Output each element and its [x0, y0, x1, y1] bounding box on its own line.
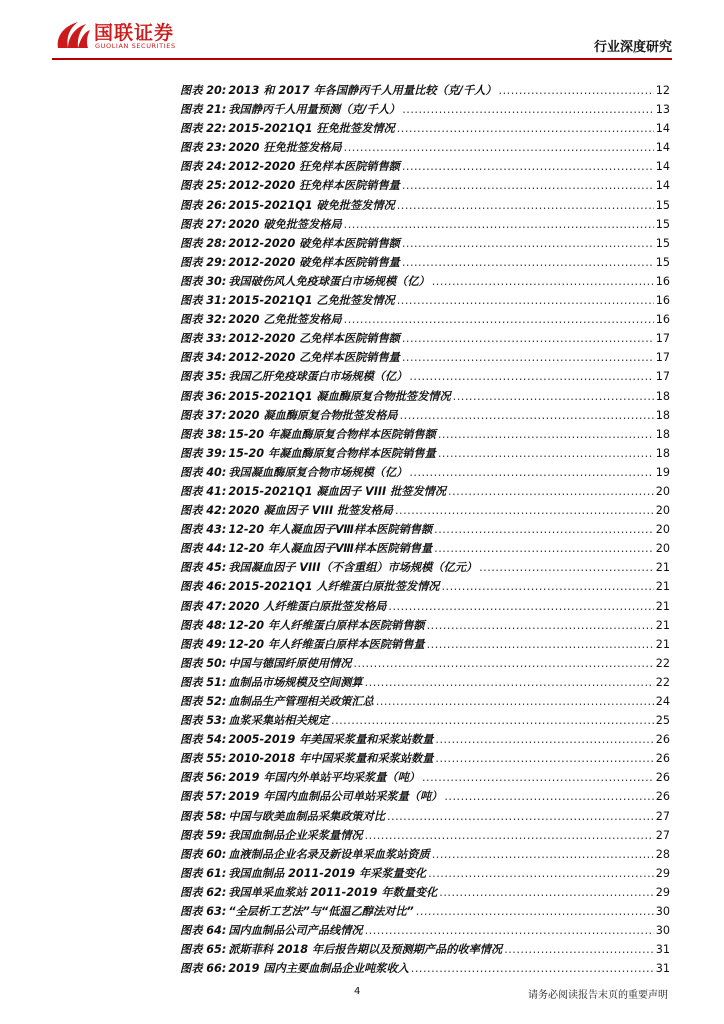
toc-page-number: 30 [655, 924, 670, 938]
toc-page-number: 14 [655, 141, 670, 155]
toc-figure-label: 图表 43: [180, 523, 227, 537]
toc-figure-label: 图表 47: [180, 599, 227, 613]
toc-figure-title: 我国破伤风人免疫球蛋白市场规模（亿） [228, 274, 430, 288]
toc-figure-title: 2012-2020 狂免样本医院销售额 [228, 160, 400, 174]
toc-figure-label: 图表 26: [180, 198, 227, 212]
toc-page-number: 22 [655, 656, 670, 670]
toc-page-number: 20 [655, 504, 670, 518]
toc-entry[interactable] [180, 349, 670, 368]
toc-page-number: 15 [655, 217, 670, 231]
toc-dot-leader [427, 619, 654, 632]
toc-figure-title: 2015-2021Q1 凝血因子 VIII 批签发情况 [228, 484, 447, 498]
toc-entry[interactable] [180, 941, 670, 960]
toc-page-number: 26 [655, 790, 670, 804]
toc-figure-title: 2005-2019 年美国采浆量和采浆站数量 [228, 733, 434, 747]
toc-entry[interactable] [180, 426, 670, 445]
toc-page-number: 26 [655, 733, 670, 747]
toc-entry[interactable] [180, 502, 670, 521]
toc-figure-title: 国内血制品公司产品线情况 [228, 924, 363, 938]
toc-entry[interactable] [180, 388, 670, 407]
toc-page-number: 14 [655, 122, 670, 136]
toc-page-number: 15 [655, 255, 670, 269]
toc-figure-label: 图表 44: [180, 542, 227, 556]
toc-dot-leader [353, 657, 653, 670]
toc-entry[interactable] [180, 827, 670, 846]
toc-figure-label: 图表 21: [180, 103, 227, 117]
toc-dot-leader [397, 199, 654, 212]
toc-page-number: 17 [655, 332, 670, 346]
toc-figure-title: 12-20 年人凝血因子Ⅷ样本医院销售额 [228, 523, 433, 537]
toc-dot-leader [441, 580, 653, 593]
report-type-label: 行业深度研究 [593, 40, 672, 55]
toc-figure-title: 2015-2021Q1 破免批签发情况 [228, 198, 395, 212]
toc-entry[interactable] [180, 158, 670, 177]
toc-page-number: 30 [655, 905, 670, 919]
toc-page-number: 17 [655, 351, 670, 365]
toc-figure-title: 2012-2020 狂免样本医院销售量 [228, 179, 400, 193]
toc-dot-leader [344, 218, 654, 231]
toc-figure-label: 图表 20: [180, 84, 227, 97]
toc-figure-label: 图表 53: [180, 714, 227, 728]
toc-figure-title: 2019 年国内血制品公司单站采浆量（吨） [228, 790, 443, 804]
toc-entry[interactable] [180, 960, 670, 979]
toc-page-number: 16 [655, 313, 670, 327]
toc-page-number: 12 [655, 84, 670, 97]
page-header [0, 0, 724, 60]
toc-figure-label: 图表 64: [180, 924, 227, 938]
toc-entry[interactable] [180, 407, 670, 426]
toc-figure-label: 图表 49: [180, 637, 227, 651]
toc-figure-label: 图表 56: [180, 771, 227, 785]
toc-entry[interactable] [180, 197, 670, 216]
toc-dot-leader [365, 829, 654, 842]
toc-page-number: 21 [655, 618, 670, 632]
toc-figure-label: 图表 66: [180, 962, 227, 976]
toc-page-number: 29 [655, 885, 670, 899]
toc-figure-label: 图表 23: [180, 141, 227, 155]
toc-figure-label: 图表 45: [180, 561, 227, 575]
toc-page-number: 16 [655, 274, 670, 288]
toc-figure-label: 图表 61: [180, 866, 227, 880]
toc-entry[interactable] [180, 674, 670, 693]
toc-entry[interactable] [180, 846, 670, 865]
toc-dot-leader [409, 370, 653, 383]
toc-figure-title: 中国与德国纤原使用情况 [228, 656, 352, 670]
toc-dot-leader [422, 771, 654, 784]
toc-page-number: 31 [655, 962, 670, 976]
toc-entry[interactable] [180, 636, 670, 655]
toc-figure-label: 图表 48: [180, 618, 227, 632]
toc-figure-title: 15-20 年凝血酶原复合物样本医院销售量 [228, 446, 436, 460]
toc-dot-leader [448, 485, 654, 498]
toc-dot-leader [402, 160, 654, 173]
toc-figure-label: 图表 52: [180, 695, 227, 708]
toc-figure-label: 图表 51: [180, 675, 227, 689]
toc-entry[interactable] [180, 311, 670, 330]
toc-figure-title: 我国乙肝免疫球蛋白市场规模（亿） [228, 370, 408, 384]
toc-entry[interactable] [180, 884, 670, 903]
toc-figure-label: 图表 35: [180, 370, 227, 384]
toc-figure-title: 2015-2021Q1 狂免批签发情况 [228, 122, 395, 136]
toc-figure-title: 血制品生产管理相关政策汇总 [228, 695, 374, 708]
toc-figure-label: 图表 41: [180, 484, 227, 498]
logo-name-en: GUOLIAN SECURITIES [95, 42, 176, 50]
toc-page-number: 28 [655, 847, 670, 861]
toc-page-number: 18 [655, 389, 670, 403]
toc-page-number: 16 [655, 294, 670, 308]
toc-figure-title: 2010-2018 年中国采浆量和采浆站数量 [228, 752, 434, 766]
toc-figure-title: 我国凝血因子 VIII（不含重组）市场规模（亿元） [228, 561, 478, 575]
toc-figure-label: 图表 24: [180, 160, 227, 174]
toc-figure-title: 2012-2020 乙免样本医院销售额 [228, 332, 400, 346]
toc-figure-title: 我国静丙千人用量预测（克/千人） [228, 103, 401, 117]
toc-dot-leader [395, 504, 654, 517]
toc-figure-title: 血液制品企业名录及新设单采血浆站资质 [228, 847, 430, 861]
toc-page-number: 15 [655, 236, 670, 250]
toc-page-number: 18 [655, 446, 670, 460]
toc-entry[interactable] [180, 330, 670, 349]
toc-entry[interactable] [180, 101, 670, 120]
toc-dot-leader [434, 542, 654, 555]
toc-entry[interactable] [180, 865, 670, 884]
toc-dot-leader [432, 275, 654, 288]
toc-dot-leader [387, 810, 654, 823]
toc-figure-label: 图表 25: [180, 179, 227, 193]
toc-figure-title: 2020 狂免批签发格局 [228, 141, 342, 155]
toc-page-number: 21 [655, 580, 670, 594]
toc-page-number: 20 [655, 523, 670, 537]
toc-entry[interactable] [180, 445, 670, 464]
toc-figure-title: 血制品市场规模及空间测算 [228, 675, 363, 689]
toc-figure-label: 图表 39: [180, 446, 227, 460]
toc-entry[interactable] [180, 769, 670, 788]
toc-figure-label: 图表 65: [180, 943, 227, 957]
toc-figure-label: 图表 36: [180, 389, 227, 403]
toc-figure-title: 2015-2021Q1 凝血酶原复合物批签发情况 [228, 389, 451, 403]
toc-page-number: 22 [655, 675, 670, 689]
toc-dot-leader [376, 695, 654, 708]
header-divider [52, 58, 672, 60]
toc-entry[interactable] [180, 922, 670, 941]
toc-entry[interactable] [180, 216, 670, 235]
toc-dot-leader [397, 294, 654, 307]
toc-entry[interactable] [180, 808, 670, 827]
toc-figure-label: 图表 50: [180, 656, 227, 670]
toc-figure-label: 图表 63: [180, 905, 227, 919]
toc-dot-leader [402, 103, 654, 116]
toc-dot-leader [331, 714, 654, 727]
toc-figure-label: 图表 40: [180, 465, 227, 479]
toc-figure-title: 2013 和 2017 年各国静丙千人用量比较（克/千人） [228, 84, 497, 97]
toc-figure-title: 12-20 年人纤维蛋白原样本医院销售额 [228, 618, 425, 632]
toc-entry[interactable] [180, 617, 670, 636]
toc-figure-title: 2019 年国内外单站平均采浆量（吨） [228, 771, 420, 785]
toc-figure-label: 图表 42: [180, 504, 227, 518]
toc-page-number: 18 [655, 427, 670, 441]
toc-figure-label: 图表 31: [180, 294, 227, 308]
toc-page-number: 21 [655, 561, 670, 575]
toc-page-number: 18 [655, 408, 670, 422]
toc-page-number: 31 [655, 943, 670, 957]
toc-page-number: 20 [655, 542, 670, 556]
logo-name-cn: 国联证券 [94, 22, 175, 44]
toc-figure-label: 图表 27: [180, 217, 227, 231]
toc-figure-label: 图表 60: [180, 847, 227, 861]
toc-figure-title: 2020 乙免批签发格局 [228, 313, 342, 327]
toc-figure-title: 我国单采血浆站 2011-2019 年数量变化 [228, 885, 438, 899]
toc-figure-title: 2012-2020 破免样本医院销售量 [228, 255, 400, 269]
toc-dot-leader [402, 179, 654, 192]
toc-dot-leader [444, 790, 653, 803]
toc-figure-label: 图表 33: [180, 332, 227, 346]
toc-page-number: 27 [655, 809, 670, 823]
toc-figure-title: 2012-2020 破免样本医院销售额 [228, 236, 400, 250]
toc-entry[interactable] [180, 82, 670, 101]
toc-dot-leader [365, 676, 654, 689]
footer-disclaimer: 请务必阅读报告末页的重要声明 [528, 990, 668, 1001]
toc-page-number: 20 [655, 484, 670, 498]
toc-dot-leader [439, 886, 653, 899]
toc-page-number: 26 [655, 752, 670, 766]
toc-dot-leader [428, 867, 654, 880]
toc-entry[interactable] [180, 464, 670, 483]
toc-dot-leader [402, 256, 654, 269]
toc-entry[interactable] [180, 540, 670, 559]
toc-page-number: 26 [655, 771, 670, 785]
toc-page-number: 24 [655, 695, 670, 708]
toc-entry[interactable] [180, 521, 670, 540]
toc-dot-leader [434, 523, 654, 536]
toc-page-number: 21 [655, 599, 670, 613]
toc-figure-label: 图表 32: [180, 313, 227, 327]
toc-figure-title: 2020 人纤维蛋白原批签发格局 [228, 599, 387, 613]
toc-figure-title: 我国血制品 2011-2019 年采浆量变化 [228, 866, 427, 880]
toc-entry[interactable] [180, 273, 670, 292]
toc-page-number: 13 [655, 103, 670, 117]
toc-entry[interactable] [180, 368, 670, 387]
toc-figure-title: 中国与欧美血制品采集政策对比 [228, 809, 385, 823]
toc-figure-label: 图表 22: [180, 122, 227, 136]
toc-entry[interactable] [180, 655, 670, 674]
toc-figure-label: 图表 46: [180, 580, 227, 594]
toc-figure-title: 我国血制品企业采浆量情况 [228, 828, 363, 842]
toc-page-number: 27 [655, 828, 670, 842]
toc-figure-label: 图表 62: [180, 885, 227, 899]
toc-figure-label: 图表 37: [180, 408, 227, 422]
toc-dot-leader [402, 351, 654, 364]
toc-figure-label: 图表 34: [180, 351, 227, 365]
toc-dot-leader [409, 466, 653, 479]
toc-entry[interactable] [180, 483, 670, 502]
toc-dot-leader [344, 141, 654, 154]
toc-dot-leader [438, 447, 654, 460]
toc-dot-leader [438, 428, 654, 441]
toc-dot-leader [400, 409, 654, 422]
toc-dot-leader [416, 905, 654, 918]
toc-figure-label: 图表 59: [180, 828, 227, 842]
toc-figure-label: 图表 55: [180, 752, 227, 766]
toc-page-number: 15 [655, 198, 670, 212]
toc-figure-label: 图表 57: [180, 790, 227, 804]
toc-page-number: 25 [655, 714, 670, 728]
toc-dot-leader [432, 848, 654, 861]
toc-entry[interactable] [180, 235, 670, 254]
toc-figure-label: 图表 28: [180, 236, 227, 250]
toc-figure-title: 2020 凝血因子 VIII 批签发格局 [228, 504, 393, 518]
toc-figure-title: 我国凝血酶原复合物市场规模（亿） [228, 465, 408, 479]
toc-figure-label: 图表 38: [180, 427, 227, 441]
toc-page-number: 29 [655, 866, 670, 880]
toc-page-number: 21 [655, 637, 670, 651]
toc-page-number: 14 [655, 179, 670, 193]
toc-figure-title: 12-20 年人纤维蛋白原样本医院销售量 [228, 637, 425, 651]
page-number: 4 [354, 986, 361, 997]
toc-figure-label: 图表 30: [180, 274, 227, 288]
toc-dot-leader [402, 332, 654, 345]
toc-page-number: 19 [655, 465, 670, 479]
toc-dot-leader [499, 84, 654, 97]
toc-dot-leader [397, 122, 654, 135]
toc-entry[interactable] [180, 254, 670, 273]
toc-figure-title: 派斯菲科 2018 年后报告期以及预测期产品的收率情况 [228, 943, 503, 957]
toc-figure-title: 2012-2020 乙免样本医院销售量 [228, 351, 400, 365]
toc-entry[interactable] [180, 578, 670, 597]
toc-entry[interactable] [180, 139, 670, 158]
toc-entry[interactable] [180, 788, 670, 807]
toc-dot-leader [402, 237, 654, 250]
toc-dot-leader [479, 561, 654, 574]
toc-entry[interactable] [180, 292, 670, 311]
toc-entry[interactable] [180, 712, 670, 731]
toc-figure-title: 2015-2021Q1 乙免批签发情况 [228, 294, 395, 308]
toc-figure-title: 2020 破免批签发格局 [228, 217, 342, 231]
toc-page-number: 14 [655, 160, 670, 174]
toc-dot-leader [453, 390, 654, 403]
toc-dot-leader [427, 638, 654, 651]
toc-figure-title: 血浆采集站相关规定 [228, 714, 330, 728]
toc-figure-title: 2015-2021Q1 人纤维蛋白原批签发情况 [228, 580, 440, 594]
toc-figure-title: 2020 凝血酶原复合物批签发格局 [228, 408, 398, 422]
toc-figure-label: 图表 54: [180, 733, 227, 747]
toc-figure-title: 2019 国内主要血制品企业吨浆收入 [228, 962, 409, 976]
toc-figure-label: 图表 29: [180, 255, 227, 269]
toc-entry[interactable] [180, 598, 670, 617]
toc-dot-leader [365, 924, 654, 937]
toc-entry[interactable] [180, 903, 670, 922]
toc-dot-leader [435, 752, 653, 765]
toc-figure-title: 12-20 年人凝血因子Ⅷ样本医院销售量 [228, 542, 433, 556]
toc-dot-leader [344, 313, 654, 326]
toc-entry[interactable] [180, 750, 670, 769]
toc-figure-label: 图表 58: [180, 809, 227, 823]
toc-figure-title: 15-20 年凝血酶原复合物样本医院销售额 [228, 427, 436, 441]
toc-dot-leader [435, 733, 653, 746]
toc-entry[interactable] [180, 177, 670, 196]
toc-dot-leader [504, 943, 654, 956]
toc-entry[interactable] [180, 120, 670, 139]
toc-entry[interactable] [180, 693, 670, 712]
toc-page-number: 17 [655, 370, 670, 384]
toc-figure-title: “全层析工艺法”与“低温乙醇法对比” [228, 905, 414, 919]
toc-dot-leader [388, 600, 653, 613]
figure-list [180, 82, 670, 979]
toc-entry[interactable] [180, 731, 670, 750]
toc-dot-leader [411, 962, 654, 975]
toc-entry[interactable] [180, 559, 670, 578]
